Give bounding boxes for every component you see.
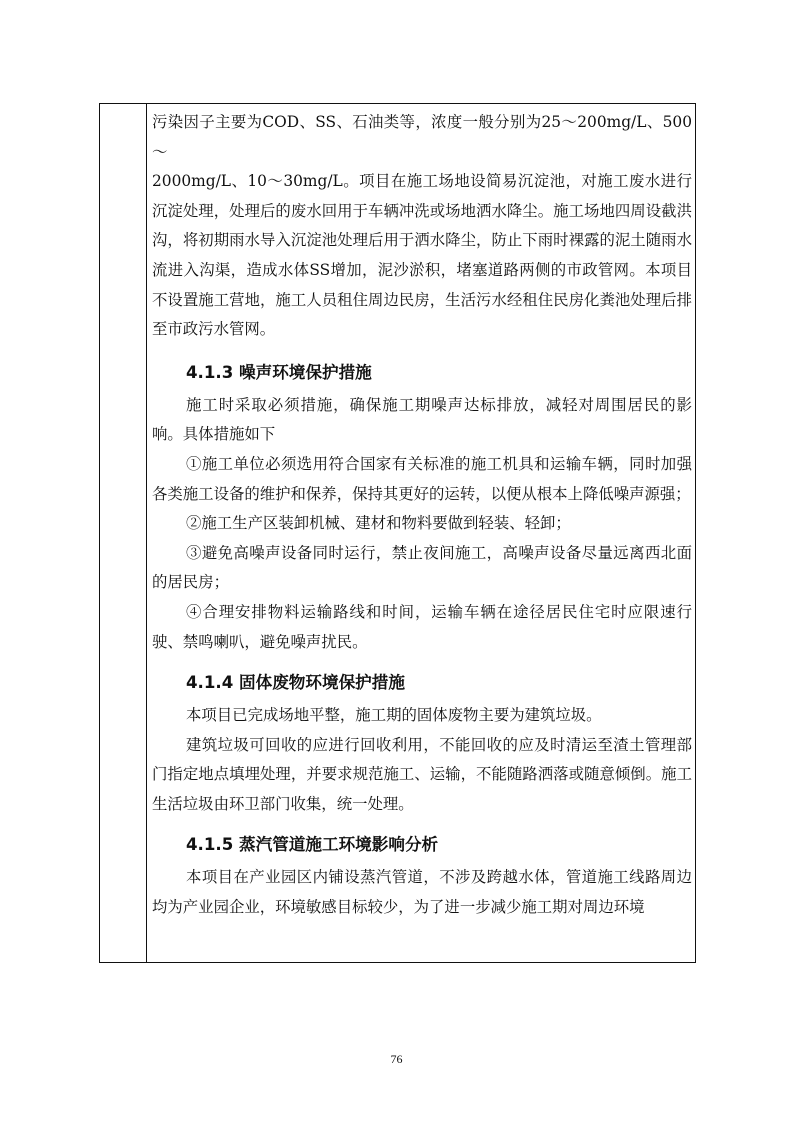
section-heading-4-1-3: 4.1.3 噪声环境保护措施 <box>186 362 372 382</box>
continuation-line-1: 污染因子主要为COD、SS、石油类等，浓度一般分别为25～200mg/L、500～ <box>152 113 692 161</box>
continuation-paragraph: 2000mg/L、10～30mg/L。项目在施工场地设简易沉淀池，对施工废水进行沉淀处理，处理后的废水回用于车辆冲洗或场地洒水降尘。施工场地四周设截洪沟，将初期雨水导入沉淀池处理后用于洒水降尘，防止下雨时裸露的泥土随雨水流进入沟渠，造成水体SS增加，泥沙淤积，堵塞道路两侧的市政管网。本项目不设置施工营地，施工人员租住周边民房，生活污水经租住民房化粪池处理后排至市政污水管网。 <box>152 172 692 339</box>
noise-measure-4: ④合理安排物料运输路线和时间，运输车辆在途径居民住宅时应限速行驶、禁鸣喇叭，避免噪声扰民。 <box>152 602 692 651</box>
noise-measure-3: ③避免高噪声设备同时运行，禁止夜间施工，高噪声设备尽量远离西北面的居民房； <box>152 543 692 592</box>
noise-intro-paragraph: 施工时采取必须措施，确保施工期噪声达标排放，减轻对周围居民的影响。具体措施如下 <box>152 395 692 444</box>
noise-measure-1: ①施工单位必须选用符合国家有关标准的施工机具和运输车辆，同时加强各类施工设备的维护和保养，保持其更好的运转，以便从根本上降低噪声源强； <box>152 454 692 503</box>
table-content-cell <box>152 108 692 923</box>
section-heading-4-1-5: 4.1.5 蒸汽管道施工环境影响分析 <box>186 835 439 855</box>
page-number: 76 <box>390 1052 403 1066</box>
noise-measure-2: ②施工生产区装卸机械、建材和物料要做到轻装、轻卸； <box>186 514 571 533</box>
steam-pipeline-paragraph: 本项目在产业园区内铺设蒸汽管道，不涉及跨越水体，管道施工线路周边均为产业园企业，环境敏感目标较少，为了进一步减少施工期对周边环境 <box>152 868 692 917</box>
section-heading-4-1-4: 4.1.4 固体废物环境保护措施 <box>186 673 405 693</box>
solid-waste-paragraph-1: 本项目已完成场地平整，施工期的固体废物主要为建筑垃圾。 <box>186 706 602 725</box>
table-column-divider <box>146 103 147 963</box>
solid-waste-paragraph-2: 建筑垃圾可回收的应进行回收利用，不能回收的应及时清运至渣土管理部门指定地点填埋处理，并要求规范施工、运输，不能随路洒落或随意倾倒。施工生活垃圾由环卫部门收集，统一处理。 <box>152 735 692 813</box>
